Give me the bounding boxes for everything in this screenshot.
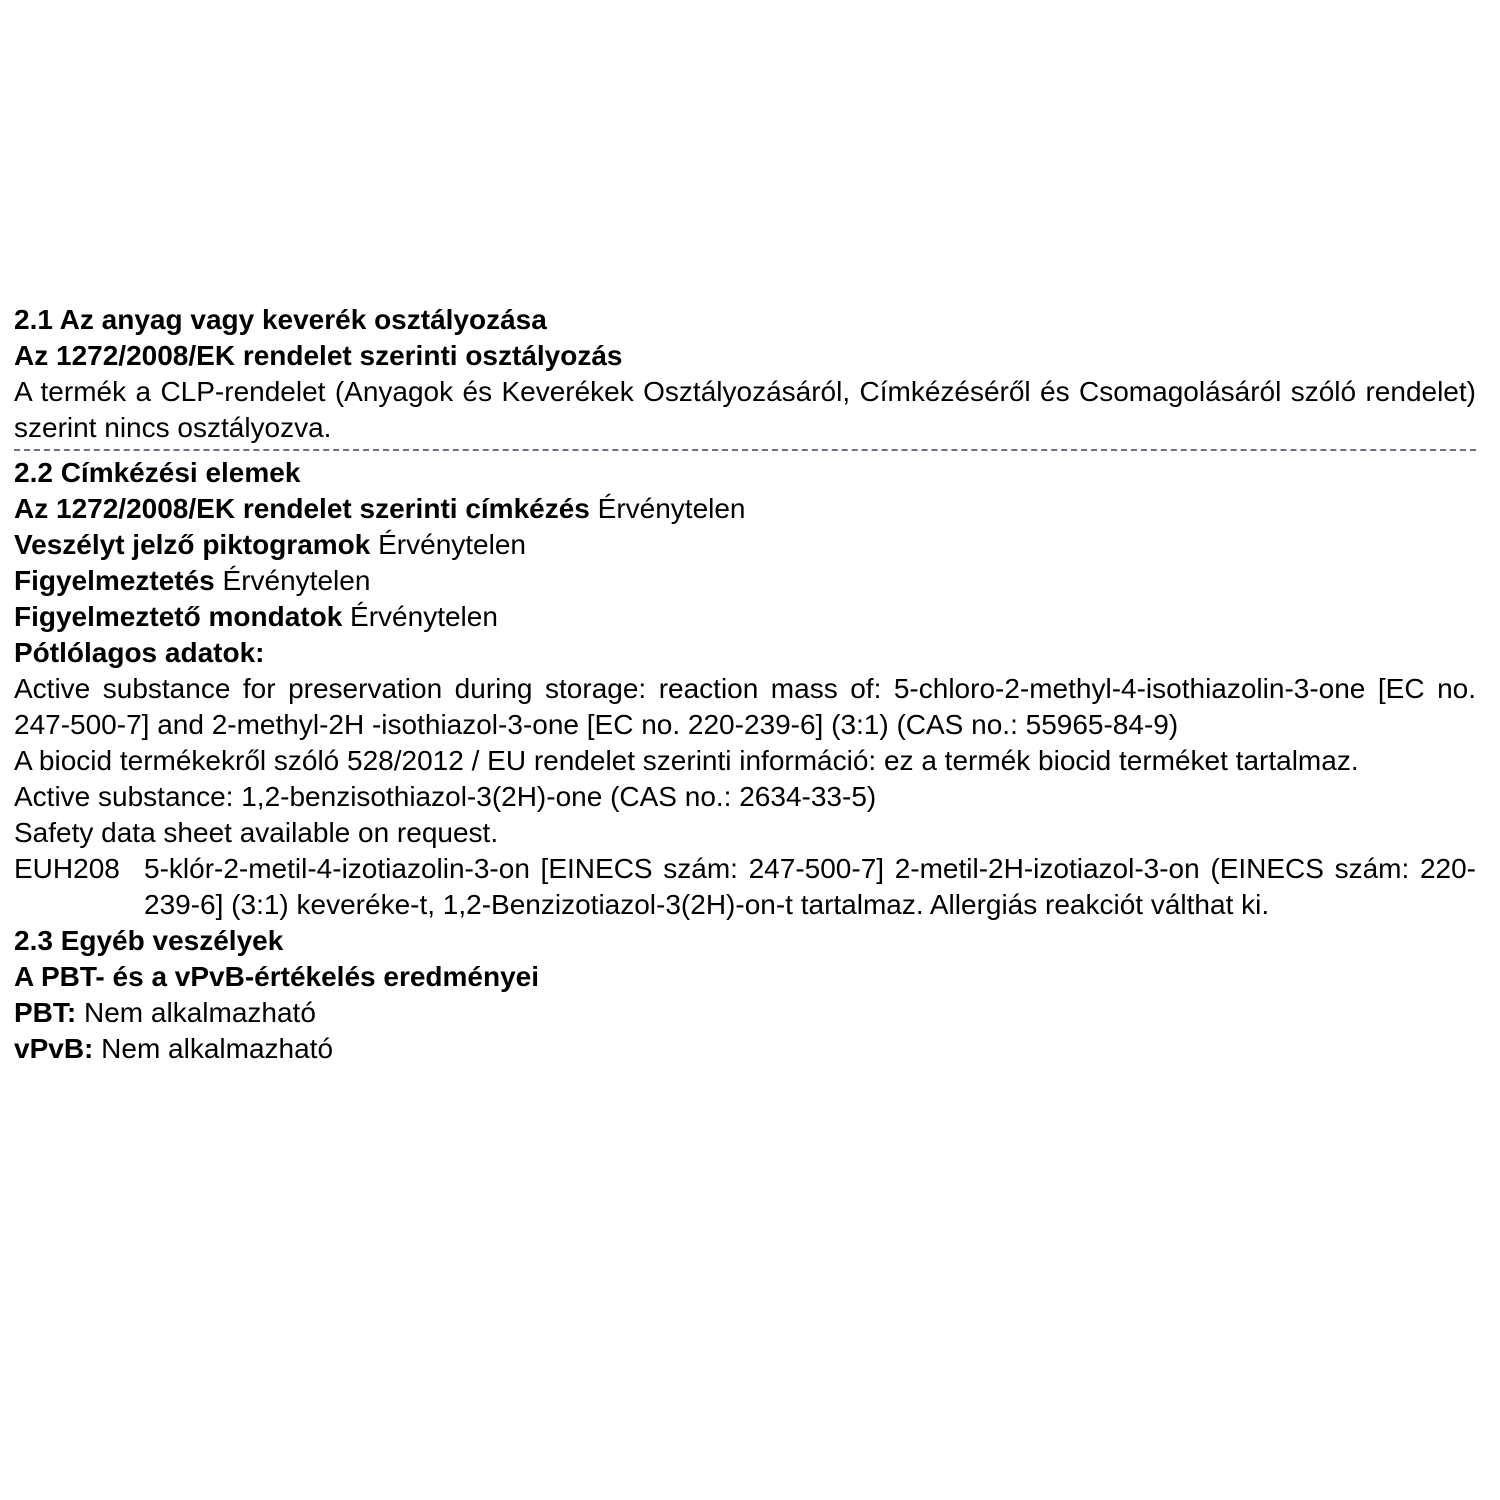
euh-text: 5-klór-2-metil-4-izotiazolin-3-on [EINECS szám: 247-500-7] 2-metil-2H-izotiazol-3-on (EINECS szám: 220-239-6] (3:1) keveréke-t, 1,2-Benzizotiazol-3(2H)-on-t tartalmaz. Allergiás reakciót válthat ki. <box>144 853 1476 920</box>
euh-code: EUH208 <box>14 853 120 884</box>
euh208-statement <box>14 851 1476 923</box>
pictograms-row-label: Veszélyt jelző piktogramok <box>14 529 371 560</box>
pbt-row-label: PBT: <box>14 997 77 1028</box>
labelling-row-label: Az 1272/2008/EK rendelet szerinti címkézés <box>14 493 590 524</box>
labelling-row <box>14 491 1476 527</box>
section-2-3-heading: 2.3 Egyéb veszélyek <box>14 925 284 956</box>
pbt-row-value: Nem alkalmazható <box>76 997 316 1028</box>
section-2-2-heading: 2.2 Címkézési elemek <box>14 457 301 488</box>
vpvb-row-value: Nem alkalmazható <box>93 1033 334 1064</box>
additional-info-paragraph: A biocid termékekről szóló 528/2012 / EU rendelet szerinti információ: ez a termék biocid terméket tartalmaz. <box>14 745 1359 776</box>
hazard-statements-row <box>14 599 1476 635</box>
additional-info-paragraph: Active substance: 1,2-benzisothiazol-3(2H)-one (CAS no.: 2634-33-5) <box>14 781 877 812</box>
section-divider <box>14 449 1476 451</box>
pictograms-row <box>14 527 1476 563</box>
safety-data-sheet-section-2 <box>14 302 1476 1067</box>
section-2-1-heading: 2.1 Az anyag vagy keverék osztályozása <box>14 304 547 335</box>
section-2-2 <box>14 455 1476 923</box>
pbt-row <box>14 995 1476 1031</box>
hazard-statements-row-label: Figyelmeztető mondatok <box>14 601 343 632</box>
hazard-statements-row-value: Érvénytelen <box>342 601 498 632</box>
section-2-3-subheading: A PBT- és a vPvB-értékelés eredményei <box>14 961 540 992</box>
labelling-row-value: Érvénytelen <box>589 493 746 524</box>
signal-word-row <box>14 563 1476 599</box>
signal-word-row-label: Figyelmeztetés <box>14 565 215 596</box>
section-2-1 <box>14 302 1476 446</box>
section-2-1-text: A termék a CLP-rendelet (Anyagok és Keverékek Osztályozásáról, Címkézéséről és Csomagolásáról szóló rendelet) szerint nincs osztályozva. <box>14 376 1476 443</box>
section-2-1-subheading: Az 1272/2008/EK rendelet szerinti osztályozás <box>14 340 623 371</box>
pictograms-row-value: Érvénytelen <box>370 529 526 560</box>
additional-info-paragraph: Active substance for preservation during storage: reaction mass of: 5-chloro-2-methyl-4-isothiazolin-3-one [EC no. 247-500-7] and 2-methyl-2H -isothiazol-3-one [EC no. 220-239-6] (3:1) (CAS no.: 55965-84-9) <box>14 673 1476 740</box>
section-2-3 <box>14 923 1476 1067</box>
additional-info-heading: Pótlólagos adatok: <box>14 637 265 668</box>
vpvb-row-label: vPvB: <box>14 1033 94 1064</box>
signal-word-row-value: Érvénytelen <box>214 565 371 596</box>
vpvb-row <box>14 1031 1476 1067</box>
additional-info-paragraph: Safety data sheet available on request. <box>14 817 499 848</box>
